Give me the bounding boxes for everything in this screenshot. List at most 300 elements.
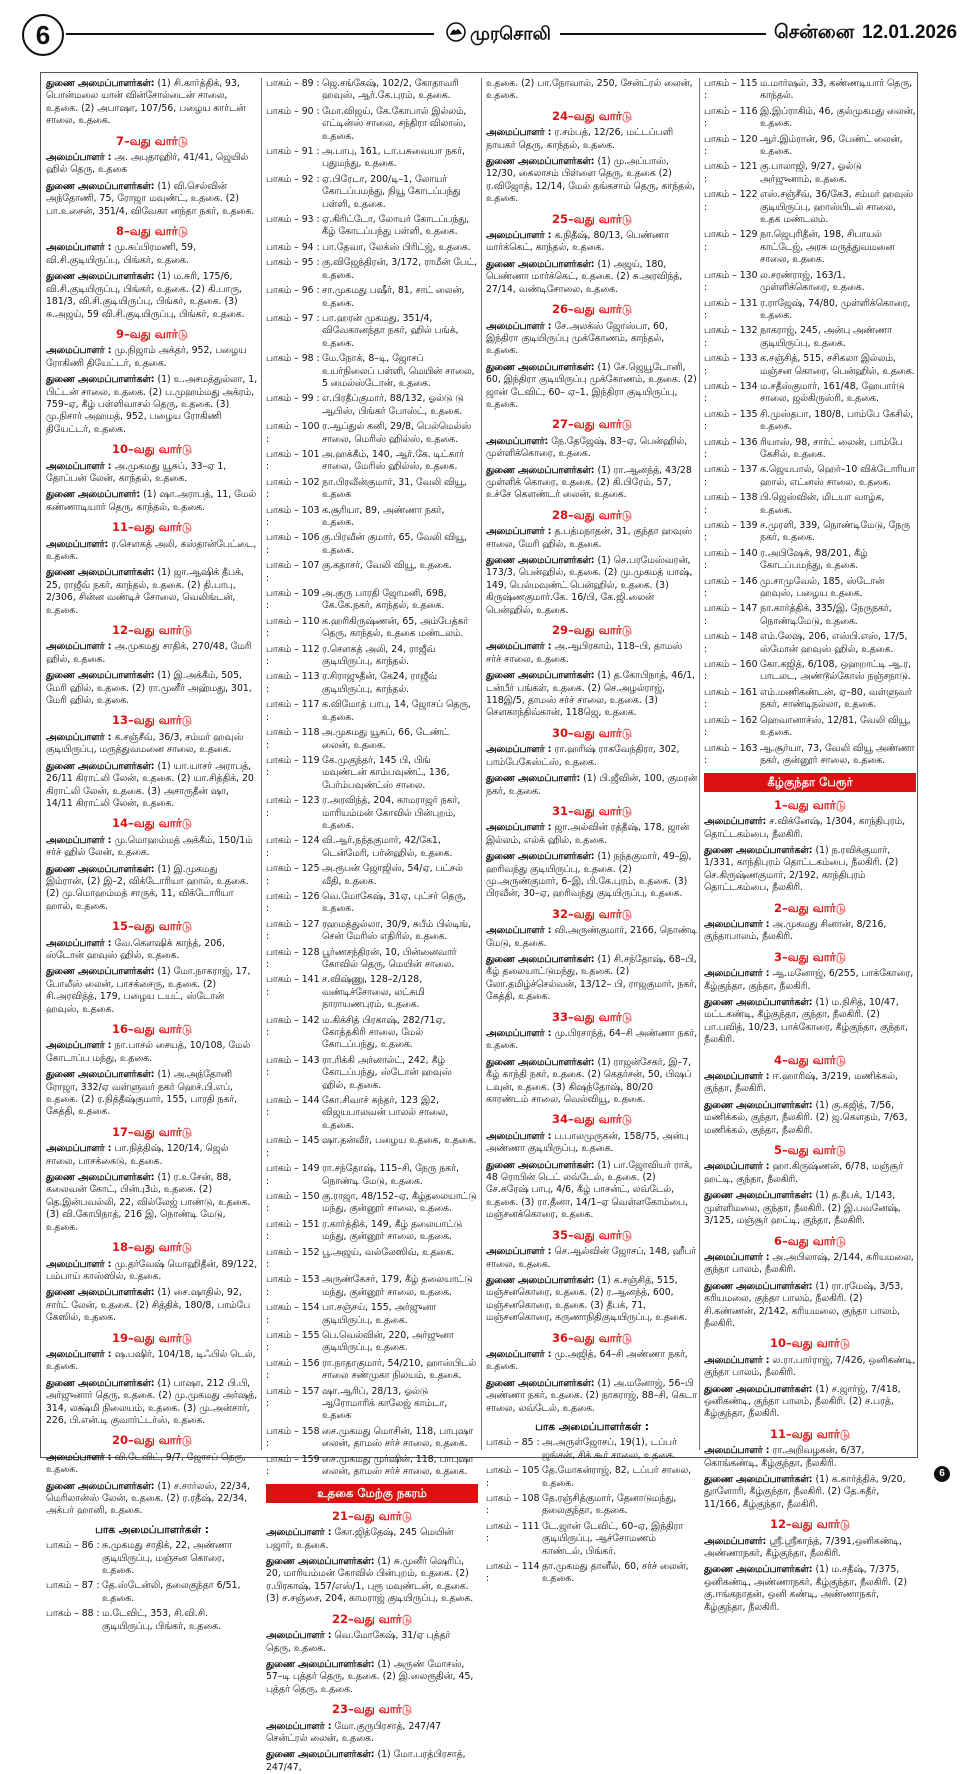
appointment-entry: [486, 1246, 698, 1271]
booth-detail: கோ.கஜித், 6/108, ஒஹறாட்டி ஆ.ர, பாடலட, அண்டூல்கோஸ் நஞ்சநாடு.: [760, 659, 912, 683]
appointment-detail: (1) அ.மனோஜ், 56–பி அண்ணா நகர், உதகை. (2) நாகராஜ், 88–சி, கெடா சாலை, லவ்டேல், உதகை.: [486, 1377, 697, 1414]
booth-detail: ரியாஸ், 98, சார்ட் லைன், பாம்பே கேசில், உதகை.: [760, 436, 903, 460]
role-label: அமைப்பாளர் :: [266, 1527, 332, 1539]
booth-detail: க.ஜெயபால், ஹெர்–10 விக்டோரியா ஹால், எட்னஸ் சாலை, உதகை.: [760, 464, 916, 488]
booth-detail: ரஹமத்துல்லா, 30/9, சுபீம் பில்டிங், சென் மேரிஸ் எதிரில், உதகை.: [322, 918, 471, 943]
booth-label: பாகம் – 139 :: [704, 520, 758, 544]
booth-entry: [486, 1561, 698, 1586]
ward-heading: 10–வது வார்டு: [769, 1336, 851, 1351]
booth-detail: நா.ஜெபுரிதீன், 198, சிபாயல் காட்டேஜ், அரசு மருத்துவமனை சாலை, உதகை.: [760, 229, 895, 266]
appointment-detail: ல.ரா.பார்ராஜ், 7/426, ஒனிகண்டி, குந்தா பாலம், நீலகிரி.: [704, 1354, 916, 1379]
role-label: துணை அமைப்பாளர்கள்:: [46, 180, 155, 192]
booth-label: பாகம் – 149 :: [266, 1163, 320, 1187]
appointment-detail: (1) ரா.ஆனந்த், 43/28 முள்ளிக் கொரை, உதகை. (2) கி.பிரேம், 57, உச்சே கௌண்டர் லைன், உதகை.: [486, 464, 692, 501]
role-label: அமைப்பாளர் :: [486, 1130, 552, 1142]
booth-detail: தே.ரஞ்சித்குமார், தேனாடுமந்து, தலைகுந்தா, உதகை.: [542, 1493, 677, 1517]
booth-label: பாகம் – 132 :: [704, 325, 758, 349]
appointment-entry: [46, 489, 258, 514]
booth-detail: கு.கதாசர், வேலி வியூ, உதகை.: [322, 560, 452, 572]
booth-detail: க.சஞ்சித், 515, சசிகலா இல்லம், மஞ்சன கொரை, பென்ஹில், உதகை.: [760, 353, 915, 377]
appointment-detail: ப.பாலமுருகன், 158/75, அன்பு அண்ணா குடியிருப்பு, உதகை.: [486, 1130, 689, 1155]
appointment-detail: ஜா.அல்வின் ரத்தீஷ், 178, ஜான் இல்லம், எல்க் ஹில், உதகை.: [486, 822, 690, 846]
role-label: துணை அமைப்பாளர்கள்:: [46, 1287, 155, 1299]
appointment-entry: [704, 1564, 916, 1614]
appointment-detail: மு.பிரசாந்த், 64–சி அண்ணா நகர், உதகை.: [486, 1028, 698, 1052]
appointment-entry: [46, 966, 258, 1016]
booth-label: பாகம் – 151 :: [266, 1218, 320, 1243]
appointment-entry: [704, 1190, 916, 1227]
appointment-entry: [486, 362, 698, 412]
booth-entry: [266, 353, 478, 390]
booth-entry: [266, 285, 478, 310]
appointment-detail: (1) சி.சந்தோஷ், 68–பி, கீழ் தலையாட்டுமந்து, உதகை. (2) லோ.தமிழ்ச்செல்வன், 13/12– பி, ராஜகுமார், நகர், கேத்தி, உதகை.: [486, 953, 698, 1003]
role-label: அமைப்பாளர் :: [704, 968, 770, 980]
booth-label: பாகம் – 128 :: [266, 946, 320, 970]
booth-entry: [266, 588, 478, 613]
booth-detail: ம.கிக்சித் பிரகாஷ், 282/71ஏ, கோத்தகிரி சாலை, மேல் கோடப்பந்து, உதகை.: [322, 1014, 446, 1051]
booth-detail: ர.செளகத் அலி, 24, ராஜீவ் குடியிருப்பு, காந்தல்.: [322, 643, 436, 668]
booth-label: பாகம் – 147 :: [704, 603, 758, 627]
booth-detail: ம.டேவிட், 353, சி.வி.சி. குடியிருப்பு, பிங்கர், உதகை.: [102, 1608, 222, 1632]
ward-heading: 26–வது வார்டு: [551, 302, 633, 317]
booth-entry: [266, 1426, 478, 1451]
booth-label: பாகம் – 123 :: [266, 795, 320, 819]
booth-label: பாகம் – 98 :: [266, 353, 320, 365]
booth-entry: [266, 532, 478, 557]
booth-label: பாகம் – 120 :: [704, 133, 758, 158]
booth-label: பாகம் – 122 :: [704, 189, 758, 213]
booth-label: பாகம் – 145 :: [266, 1135, 320, 1159]
booth-entry: [266, 1358, 478, 1383]
appointment-detail: ர.சம்பத், 12/26, மட்டப்பளி நாயகர் தெரு, காந்தல், உதகை.: [486, 127, 673, 151]
ward-heading: 36–வது வார்டு: [551, 1330, 633, 1345]
appointment-detail: உதகை. (2) பா.நோவால், 250, சேன்ட்ரல் லைன், உதகை.: [486, 78, 693, 102]
booth-label: பாகம் – 155 :: [266, 1329, 320, 1354]
ward-heading: 1–வது வார்டு: [773, 797, 847, 812]
appointment-detail: ரா.அறிவழகன், 6/37, கொங்கண்டி, கீழ்குந்தா, நீலகிரி.: [704, 1445, 865, 1469]
role-label: அமைப்பாளர் :: [486, 1246, 552, 1258]
role-label: அமைப்பாளர் :: [704, 1251, 770, 1263]
booth-entry: [266, 1386, 478, 1423]
appointment-detail: (1) ம.சுரி, 175/6, வி.சி.குடியிருப்பு, பிங்கர், உதகை. (2) கி.பாரு, 181/3, வி.சி.குடியிருப்பு, பிங்கர், உதகை. (3) சு.அஜய், 59 வி.சி.குடியிருப்பு, பிங்கர், உதகை.: [46, 271, 245, 320]
booth-entry: [266, 919, 478, 944]
appointment-detail: ஸ்ரீ.ஸ்ரீகாந்த், 7/391,ஒனிகண்டி, அண்ணாநகர், கீழ்குந்தா, நீலகிரி.: [704, 1535, 902, 1560]
booth-label: பாகம் – 114 :: [486, 1561, 540, 1585]
ward-heading: 7–வது வார்டு: [115, 133, 189, 148]
booth-label: பாகம் – 162 :: [704, 714, 758, 739]
appointment-detail: (1) இ.முகமது இம்ரான், (2) இ–2, விக்டோரியா ஹால், உதகை. (2) மு.மொஹம்மத் சாருக், 11, விக்டோரியா ஹால், உதகை.: [46, 863, 249, 912]
role-label: அமைப்பாளர் :: [46, 641, 112, 653]
booth-detail: நா.கார்த்திக், 335/இ, நேருநகர், நொண்டிமேடு, உதகை.: [760, 603, 892, 627]
role-label: அமைப்பாளர் :: [486, 925, 552, 937]
booth-entry: [704, 687, 916, 712]
role-label: துணை அமைப்பாளர்கள்:: [704, 1190, 813, 1202]
role-label: அமைப்பாளர் :: [486, 822, 552, 834]
appointment-entry: [46, 181, 258, 218]
booth-label: பாகம் – 138 :: [704, 492, 758, 516]
role-label: அமைப்பாளர் :: [486, 1348, 552, 1360]
booth-label: பாகம் – 111 :: [486, 1520, 540, 1545]
booth-entry: [46, 1540, 258, 1577]
booth-detail: ரா.நாதாகுமார், 54/210, ஹாஸ்பிடல் சாலை சண்முகா நிலயம், உதகை.: [322, 1357, 477, 1382]
booth-detail: கு.பிரவீன் குமார், 65, வேலி வியூ, உதகை.: [322, 532, 468, 556]
booth-detail: ரா.சந்தோஷ், 115–சி, நேரு நகர், நொண்டி மேடு, உதகை.: [322, 1163, 460, 1187]
booth-detail: பா.ஹரன் முகமது, 351/4, விவேகானந்தா நகர், ஹில் பங்க், உதகை.: [322, 312, 459, 349]
booth-detail: அ.குரு பாரதி ஜோமனி, 698, கே.கே.நகர், காந்தல், உதகை.: [322, 588, 447, 612]
booth-label: பாகம் – 86 :: [46, 1540, 100, 1552]
booth-detail: ர.ஆப்துல் கனி, 29/8, பெல்மெல்ஸ் சாலை, மெரிஸ் ஹில்ஸ், உதகை.: [322, 421, 472, 445]
role-label: துணை அமைப்பாளர்கள்:: [46, 760, 155, 772]
column-1: [46, 78, 258, 1632]
role-label: அமைப்பாளர் :: [704, 1445, 770, 1457]
appointment-entry: [486, 1028, 698, 1053]
booth-label: பாகம் – 157 :: [266, 1385, 320, 1409]
appointment-entry: [46, 835, 258, 860]
booth-detail: பா.சஞ்சய், 155, அர்ஜுனா குடியிருப்பு, உதகை.: [322, 1302, 437, 1326]
booth-label: பாகம் – 161 :: [704, 686, 758, 711]
booth-entry: [704, 381, 916, 406]
booth-entry: [266, 863, 478, 888]
appointment-entry: [704, 997, 916, 1047]
appointment-entry: [46, 539, 258, 564]
role-label: அமைப்பாளர் :: [46, 731, 112, 743]
booth-entry: [266, 505, 478, 530]
role-label: துணை அமைப்பாளர்கள்:: [46, 863, 155, 875]
role-label: துணை அமைப்பாளர்கள்:: [486, 258, 595, 270]
appointment-detail: (1) ஜா.ஆஷிக் தீபக், 25, ராஜீவ் நகர், காந்தல், உதகை. (2) தி.பாபு, 2/306, சின்ன வண்டிச் சோலை, வெலிங்டன், உதகை.: [46, 567, 244, 616]
appointment-detail: ஆ.மனோஜ், 6/255, பாக்கோரை, கீழ்குந்தா, குந்தா, நீலகிரி.: [704, 968, 914, 992]
appointment-detail: ரா.ஹரிஷ் ராகவேந்திரா, 302, பாம்பேகேஸ்ட்ஸ், உதகை.: [486, 744, 680, 768]
appointment-entry: [704, 1445, 916, 1470]
booth-detail: தே.மோகன்ராஜ், 82, டப்பர் சாலை, உதகை.: [542, 1465, 692, 1489]
booth-detail: ஜெ.சங்கேஷ், 102/2, கோதாவரி ஹவுஸ், ஆர்.கே.புரம், உதகை.: [322, 78, 459, 102]
booth-entry: [266, 421, 478, 446]
appointment-detail: (1) சி.கார்த்திக், 93, பொன்மலை யான் வின்சோல்டைன் சாலை, உதகை. (2) அபாஷா, 107/56, பழைய கார்டன் சாலை, உதகை.: [46, 78, 246, 127]
booth-label: பாகம் – 103 :: [266, 504, 320, 528]
appointment-entry: [486, 555, 698, 617]
ward-heading: 24–வது வார்டு: [551, 108, 633, 123]
ward-heading: 13–வது வார்டு: [111, 713, 193, 728]
booth-detail: நா.பிரவீன்குமார், 31, வேலி வியூ, உதகை: [322, 476, 467, 501]
booth-detail: பூ.அஜய், வல்லேஸிவ், உதகை.: [322, 1246, 455, 1258]
appointment-detail: (1) பாஷா, 212 பி.பி, அர்ஜுனார் தெரு, உதகை. (2) மு.முகமது அர்ஷத், 314, லக்ஷ்மி நிலையம், உதகை. (3) மு.அன்சார், 226, பி.என்.டி குவார்ட்டர்ஸ், உதகை.: [46, 1377, 258, 1426]
booth-detail: அ.முகமது யூசுப், 66, டேண்ட் லைன், உதகை.: [322, 727, 450, 751]
booth-label: பாகம் – 119 :: [266, 754, 320, 779]
role-label: அமைப்பாளர்:: [46, 538, 109, 550]
booth-entry: [266, 78, 478, 103]
booth-label: பாகம் – 89 :: [266, 78, 320, 89]
booth-entry: [266, 174, 478, 211]
booth-label: பாகம் – 133 :: [704, 353, 758, 377]
appointment-entry: [486, 230, 698, 255]
appointment-entry: [486, 822, 698, 847]
appointment-entry: [486, 465, 698, 502]
booth-detail: பெ.வெல்வின், 220, அர்ஜுனா குடியிருப்பு, உதகை.: [322, 1329, 454, 1354]
booth-entry: [266, 257, 478, 282]
appointment-detail: த.பத்மநாதன், 31, குந்தா ஹவுஸ் சாலை, மேரி ஹில், உதகை.: [486, 526, 692, 550]
role-label: அமைப்பாளர் :: [46, 937, 112, 949]
appointment-entry: [486, 526, 698, 551]
booth-detail: ஆர்.இம்ரான், 96, பேண்ட் லைன், உதகை.: [760, 133, 903, 158]
appointment-entry: [266, 1721, 478, 1746]
ward-heading: 20–வது வார்டு: [111, 1433, 193, 1448]
appointment-detail: (1) கு.கஜித், 7/56, மணிக்கல், குந்தா, நீலகிரி. (2) ஜ.கௌதம், 7/63, மணிக்கல், குந்தா, நீலகிரி.: [704, 1099, 908, 1136]
ward-heading: 3–வது வார்டு: [773, 949, 847, 964]
booth-label: பாகம் – 117 :: [266, 699, 320, 723]
ward-heading: 31–வது வார்டு: [551, 803, 633, 818]
booth-detail: க.ஹரிகிருஷ்ணன், 65, அம்பேத்கர் தெரு, காந்தல், உதகை மண்டலம்.: [322, 615, 469, 640]
role-label: துணை அமைப்பாளர்கள்:: [704, 844, 813, 856]
role-label: அமைப்பாளர் :: [486, 526, 552, 538]
role-label: அமைப்பாளர் :: [46, 1348, 112, 1360]
ward-heading: 16–வது வார்டு: [111, 1022, 193, 1036]
appointment-entry: [46, 461, 258, 486]
booth-entry: [266, 242, 478, 254]
booth-detail: கோ.சிவாச் சுந்தர், 123 இ2, விஜயபாலவன் பாலல் சாலை, உதகை.: [322, 1095, 449, 1131]
booth-label: பாகம் – 137 :: [704, 464, 758, 488]
role-label: துணை அமைப்பாளர்கள்:: [46, 1480, 155, 1492]
booth-label: பாகம் – 108 :: [486, 1493, 540, 1517]
booth-label: பாகம் – 88 :: [46, 1608, 100, 1620]
ward-heading: 12–வது வார்டு: [111, 623, 193, 638]
booth-detail: தா.முகமது தானீல், 60, சர்ச் லைன், உதகை.: [542, 1561, 689, 1585]
appointment-detail: செ.ஆல்வின் ஜோசப், 148, ஹீபர் சாலை, உதகை.: [486, 1246, 697, 1270]
booth-detail: ஆ.சூர்யா, 73, வேலி வியூ அண்ணா நகர், குன்னூர் சாலை, உதகை.: [760, 742, 915, 766]
appointment-detail: மு.சுப்பிரமணி, 59, வி.சி.குடியிருப்பு, பிங்கர், உதகை.: [46, 242, 197, 266]
booth-label: பாகம் – 85 :: [486, 1437, 540, 1449]
ward-heading: 18–வது வார்டு: [111, 1240, 193, 1255]
appointment-detail: (1) அருண் மோசஸ், 57–டி புத்தர் தெரு, உதகை. (2) இ.லைரூதின், 45, புத்தர் தெரு, உதகை.: [266, 1658, 474, 1695]
column-2: [266, 78, 478, 1773]
booth-entry: [266, 313, 478, 350]
booth-entry: [46, 1580, 258, 1605]
appointment-entry: [704, 845, 916, 895]
booth-label: பாகம் – 118 :: [266, 727, 320, 751]
appointment-detail: அ. அபுதாஹிர், 41/41, ஜெயில் ஹில் தெரு, உதகை: [46, 152, 249, 176]
booth-entry: [266, 560, 478, 585]
booth-entry: [266, 1055, 478, 1092]
ward-heading: 25–வது வார்டு: [551, 211, 633, 226]
role-label: துணை அமைப்பாளர்கள்:: [486, 953, 595, 965]
ward-heading: 11–வது வார்டு: [111, 520, 193, 535]
booth-entry: [266, 1095, 478, 1132]
appointment-detail: (1) ச.சார்லஸ், 22/34, மெரிலான்ஸ் லேன், உதகை. (2) ர.ரதீஷ், 22/34, அக்பர் ஹானி, உதகை.: [46, 1480, 250, 1517]
booth-entry: [266, 1247, 478, 1272]
booth-label: பாகம் – 100 :: [266, 421, 320, 445]
booth-entry: [704, 659, 916, 684]
appointment-detail: (1) அ.அந்தோனி ரோஜா, 332/ஏ வள்ளுவர் நகர் ஹெச்.பி.எப், உதகை. (2) ர.நித்தீஷ்குமார், 155, பாரதி நகர், கேத்தி, உதகை.: [46, 1069, 238, 1118]
role-label: துணை அமைப்பாளர்கள்:: [486, 851, 595, 863]
appointment-detail: மு.அஜித், 64–சி அண்ணா நகர், உதகை.: [486, 1348, 688, 1373]
column-divider: [481, 78, 482, 1450]
appointment-entry: [704, 919, 916, 944]
booth-label: பாகம் – 143 :: [266, 1054, 320, 1079]
appointment-entry: [486, 954, 698, 1004]
booth-detail: மோ.விஜய், கே.கோபால் இல்லம், எட்டின்ஸ் சாலை, சந்திரா விலாஸ், உதகை.: [322, 105, 467, 142]
role-label: அமைப்பாளர் :: [704, 1071, 770, 1083]
booth-entry: [704, 229, 916, 266]
appointment-entry: [46, 864, 258, 914]
booth-entry: [704, 270, 916, 295]
ward-heading: 23–வது வார்டு: [331, 1702, 413, 1717]
booth-detail: வி.ஆர்.நந்தகுமார், 42/கே1, டென்மேரி, பர்ன்ஹில், உதகை.: [322, 835, 453, 859]
booth-entry: [266, 727, 478, 752]
booth-detail: கு.ராஜா, 48/152–ஏ, கீழ்தலையாட்டு மந்து, குன்னூர் சாலை, உதகை.: [322, 1190, 477, 1215]
appointment-entry: [486, 321, 698, 358]
role-label: அமைப்பாளர் :: [266, 1630, 332, 1642]
booth-label: பாகம் – 121 :: [704, 161, 758, 185]
booth-detail: ஹெவானாச்ஸ், 12/81, வேலி வியூ, உதகை.: [760, 714, 911, 739]
booth-entry: [266, 1163, 478, 1188]
ward-heading: 19–வது வார்டு: [111, 1330, 193, 1345]
role-label: துணை அமைப்பாளர்கள்:: [704, 997, 813, 1008]
ward-heading: 17–வது வார்டு: [111, 1124, 193, 1139]
booth-detail: ஷா.ஆரிப், 28/13, ஓல்டு ஆரோமாரிக் காலேஜ் காம்டா, உதகை: [322, 1385, 448, 1422]
appointment-detail: (1) ரா.ரமேஷ், 3/53, கரியமலை, குந்தா பாலம், நீலகிரி. (2) சி.கண்ணன், 2/142, கரியமலை, குந்தா பாலம், நீலகிரி.: [704, 1280, 904, 1329]
appointment-detail: மோ.குருபிரசாத், 247/47 சென்ட்ரல் லைன், உதகை.: [266, 1720, 442, 1744]
booth-entry: [266, 1330, 478, 1355]
role-label: அமைப்பாளர் :: [46, 1143, 112, 1155]
ward-heading: 29–வது வார்டு: [551, 623, 633, 638]
booth-detail: அருண்கேசர், 179, கீழ் தலையாட்டு மந்து, குன்னூர் சாலை, உதகை.: [322, 1274, 473, 1298]
appointment-entry: [46, 1287, 258, 1324]
booth-detail: சா.முகமது பஷீர், 81, சாட் லைன், உதகை.: [322, 285, 465, 309]
appointment-detail: அ.முகமது சாதிக், 270/48, மேரி ஹில், உதகை.: [46, 641, 252, 665]
role-label: அமைப்பாளர் :: [486, 1028, 552, 1039]
booth-label: பாகம் – 107 :: [266, 560, 320, 584]
booth-entry: [704, 106, 916, 131]
appointment-entry: [704, 1536, 916, 1561]
booth-entry: [266, 947, 478, 972]
section-banner: கீழ்குந்தா பேரூர்: [704, 773, 916, 791]
role-label: துணை அமைப்பாளர்கள்:: [46, 78, 155, 89]
booth-label: பாகம் – 154 :: [266, 1302, 320, 1326]
appointment-detail: (1) பா.ஜோவியர் ராக், 48 ரொபின் டெட் லவ்டேல், உதகை. (2) சே.சுரேஷ் பாபு, 4/6, கீழ் பாசன்ட், லவ்டேல், உதகை. (3) ரா.தீனா, 14/1–ஏ வெள்ளகோம்பை, மஞ்சனக்கொரை, உதகை.: [486, 1159, 693, 1221]
booth-label: பாகம் – 142 :: [266, 1014, 320, 1039]
role-label: அமைப்பாளர் :: [46, 1451, 112, 1463]
appointment-entry: [46, 242, 258, 267]
appointment-detail: (1) க.கார்த்திக், 9/20, துாளோரி, கீழ்குந்தா, நீலகிரி. (2) தே.சுதீர், 11/166, கீழ்குந்தா, நீலகிரி.: [704, 1474, 906, 1510]
masthead-rule-right: [560, 33, 766, 35]
issue-date: 12.01.2026: [862, 22, 958, 43]
booth-detail: கே.முகுந்தர், 145 பி, பிங் மவுண்டன் காம்பவுண்ட், 136, பேர்ம்பவுண்ட்ஸ் சாலை.: [322, 754, 450, 791]
role-label: துணை அமைப்பாளர்கள்:: [486, 361, 595, 373]
role-label: துணை அமைப்பாளர்கள்:: [46, 271, 155, 283]
booth-entry: [704, 715, 916, 740]
appointment-entry: [46, 271, 258, 321]
booth-entry: [266, 795, 478, 832]
role-label: துணை அமைப்பாளர்கள்:: [486, 670, 595, 682]
booth-detail: பி.ஜெஸ்வின், மிடயா வாழ்க, உதகை.: [760, 492, 885, 516]
role-label: துணை அமைப்பாளர்கள்:: [46, 567, 155, 579]
booth-entry: [704, 189, 916, 226]
booth-entry: [266, 1191, 478, 1216]
ward-heading: 11–வது வார்டு: [769, 1426, 851, 1441]
booth-detail: இ.இப்ராகிம், 46, குல்முகமது லைன், உதகை.: [760, 105, 916, 130]
booth-detail: ஏ.கிரிட்டோ, லோயர் கோடப்பந்து, கீழ் கோடப்பந்து பள்ளி, உதகை.: [322, 214, 470, 238]
appointment-detail: (1) சை.ஷாதில், 92, சார்ட் லேன், உதகை. (2) சித்திக், 180/8, பாம்பே கேஸில், உதகை.: [46, 1287, 251, 1324]
booth-label: பாகம் – 135 :: [704, 408, 758, 433]
appointment-detail: (1) ந.ரவிக்குமார், 1/331, காந்திபுரம் தொட்டகம்பை, நீலகிரி. (2) செ.கிருஷ்ணகுமார், 2/192, காந்திபுரம் தொட்டகம்பை, நீலகிரி.: [704, 844, 899, 894]
ward-heading: 21–வது வார்டு: [331, 1508, 413, 1523]
booth-detail: சை.முகமது முர்ஷின், 118, பாபுஷா லைன், தாமஸ் சர்ச் சாலை, உதகை.: [322, 1453, 474, 1478]
appointment-entry: [266, 1749, 478, 1774]
appointment-entry: [46, 78, 258, 128]
appointment-entry: [46, 938, 258, 963]
appointment-entry: [486, 156, 698, 206]
appointment-entry: [486, 127, 698, 152]
booth-detail: தே.ஸ்டேன்லி, தலைகுந்தா 6/51, உதகை.: [102, 1580, 241, 1604]
booth-entry: [266, 393, 478, 418]
booth-entry: [266, 477, 478, 502]
role-label: துணை அமைப்பாளர்கள்:: [704, 1099, 813, 1111]
role-label: அமைப்பாளர் :: [486, 744, 552, 756]
booth-label: பாகம் – 97 :: [266, 312, 320, 324]
ward-heading: 8–வது வார்டு: [115, 224, 189, 239]
booth-label: பாகம் – 140 :: [704, 547, 758, 572]
role-label: அமைப்பாளர் :: [46, 834, 112, 846]
appointment-detail: (1) யா.யாசர் அராபத், 26/11 கிராட்லி லேன், உதகை. (2) யா.சித்திக், 20 கிராட்லி லேன், உதகை. (3) அசாருதீன் ஷா, 14/11 கிராட்லி லேன், உதகை.: [46, 760, 254, 809]
role-label: துணை அமைப்பாளர்கள்:: [486, 1056, 595, 1068]
booth-detail: சு.முகமது சாதிக், 22, அண்ணா குடியிருப்பு, மஞ்சன கொரை, உதகை.: [102, 1540, 232, 1577]
booth-label: பாகம் – 136 :: [704, 436, 758, 460]
appointment-entry: [46, 1259, 258, 1284]
booth-entry: [704, 743, 916, 768]
booth-entry: [266, 671, 478, 696]
booth-label: பாகம் – 141 :: [266, 974, 320, 998]
booth-label: பாகம் – 115 :: [704, 78, 758, 102]
ward-heading: 27–வது வார்டு: [551, 417, 633, 432]
ward-heading: 10–வது வார்டு: [111, 442, 193, 457]
booth-detail: ஏ.பிரேடா, 200/டி–1, லோயர் கோடப்பமந்து, நியூ கோடப்பந்து பள்ளி, உதகை.: [322, 173, 461, 210]
appointment-detail: (1) அஜய், 180, பெண்ணா மார்க்கெட், உதகை. (2) சு.அரவிந்த், 27/14, வண்டிசோலை, உதகை.: [486, 258, 683, 295]
appointment-entry: [486, 259, 698, 296]
appointment-detail: வி.டேவிட், 9/7, ஜோசப் தெரு, உதகை.: [46, 1451, 246, 1476]
ward-heading: 34–வது வார்டு: [551, 1112, 633, 1127]
appointment-entry: [486, 851, 698, 901]
appointment-detail: (1) ம.நிசித், 10/47, மட்டகண்டி, கீழ்குந்தா, குந்தா, நீலகிரி. (2) பா.பவித், 10/23, பாக்கோரை, கீழ்குந்தா, குந்தா, நீலகிரி.: [704, 997, 908, 1046]
role-label: துணை அமைப்பாளர்கள்:: [46, 1069, 155, 1081]
appointment-entry: [704, 1252, 916, 1277]
column-divider: [261, 78, 262, 1450]
appointment-detail: (1) த.தீபக், 1/143, முள்ளிமலை, குந்தா, நீலகிரி. (2) இ.பவனேஷ், 3/125, மஞ்சூர் ஹட்டி, குந்தா, நீலகிரி.: [704, 1190, 901, 1227]
booth-entry: [704, 437, 916, 462]
appointment-detail: நே.தேஜேஷ், 83–ஏ, பென்ஹில், முள்ளிக்கொரை, உதகை.: [486, 435, 688, 460]
booth-label: பாகம் – 129 :: [704, 229, 758, 253]
booth-detail: டே.ஜான் டேவிட், 60–ஏ, இந்திரா குடியிருப்பு, ஆச்சோமணம் காண்டல், பிங்கர்.: [542, 1520, 684, 1557]
booth-label: பாகம் – 102 :: [266, 476, 320, 501]
appointment-entry: [46, 152, 258, 177]
appointment-entry: [704, 1100, 916, 1137]
appointment-entry: [486, 773, 698, 798]
masthead-rule-left: [66, 33, 434, 35]
booth-label: பாகம் – 148 :: [704, 631, 758, 655]
booth-label: பாகம் – 113 :: [266, 671, 320, 695]
role-label: அமைப்பாளர் :: [486, 320, 552, 332]
ward-heading: 22–வது வார்டு: [331, 1611, 413, 1626]
booth-label: பாகம் – 160 :: [704, 659, 758, 683]
booth-detail: க.சூரியா, 89, அண்ணா நகர், உதகை.: [322, 504, 445, 528]
booth-label: பாகம் – 124 :: [266, 835, 320, 859]
booth-entry: [704, 492, 916, 517]
role-label: துணை அமைப்பாளர்கள்:: [46, 670, 155, 682]
booth-detail: ர.அபிஷேக், 98/201, கீழ் கோடப்பமந்து, உதகை.: [760, 547, 868, 572]
appointment-detail: (1) ம.சதீஷ், 7/375, ஒனிகண்டி, அண்ணாநகர், கீழ்குந்தா, நீலகிரி. (2) கு.ஈங்கநாதன், ஒனி கண்டி, அண்ணாநகர், கீழ்குந்தா, நீலகிரி.: [704, 1564, 908, 1613]
booth-detail: பூர்ணசந்திரன், 10, பின்னைவார் கோவில் தெரு, மெயின் சாலை.: [322, 946, 457, 970]
edition-city: சென்னை: [770, 22, 858, 46]
role-label: அமைப்பாளர் :: [266, 1720, 332, 1732]
booth-entry: [46, 1608, 258, 1633]
